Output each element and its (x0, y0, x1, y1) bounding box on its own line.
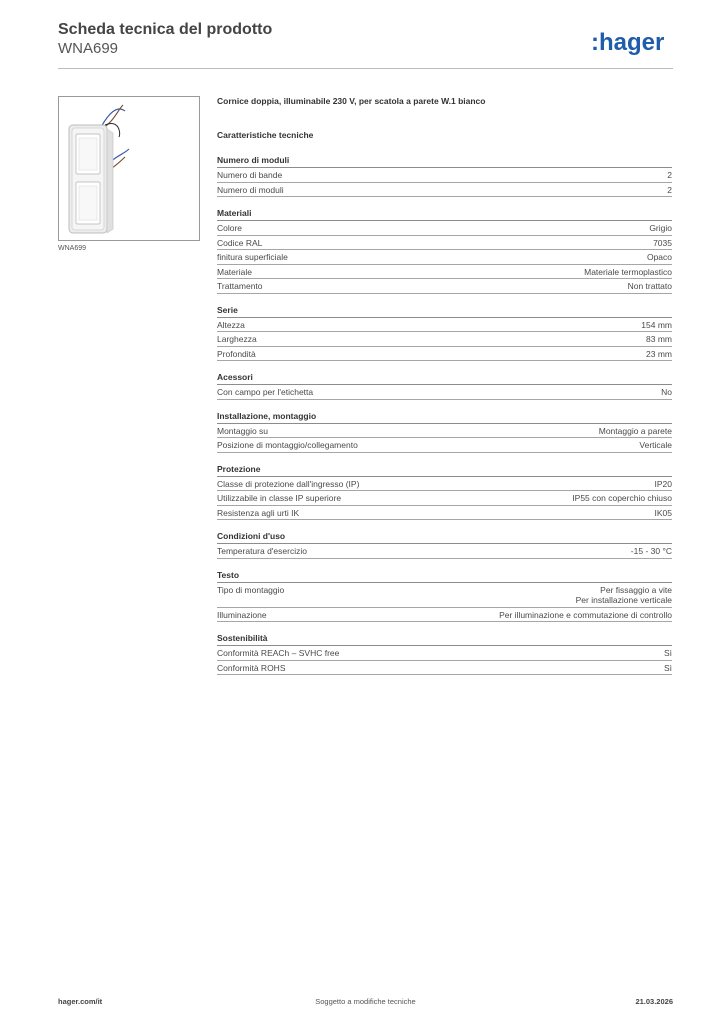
spec-section (217, 155, 672, 197)
spec-section (217, 570, 672, 623)
spec-label: Conformità ROHS (217, 662, 286, 673)
spec-value (667, 170, 672, 181)
spec-label: Resistenza agli urti IK (217, 507, 300, 518)
hager-logo-text: :hager (591, 29, 665, 56)
spec-section (217, 411, 672, 453)
spec-label: Illuminazione (217, 609, 267, 620)
spec-label: Classe di protezione dall'ingresso (IP) (217, 478, 360, 489)
spec-value-line: IP55 con coperchio chiuso (572, 493, 672, 503)
spec-row (217, 491, 672, 506)
spec-label: Codice RAL (217, 237, 263, 248)
spec-value (641, 320, 672, 331)
spec-row (217, 318, 672, 333)
document-footer (58, 997, 673, 1009)
spec-value (664, 648, 672, 659)
spec-label: Conformità REACh – SVHC free (217, 648, 340, 658)
spec-value-line: 23 mm (646, 348, 672, 359)
spec-row (217, 332, 672, 347)
spec-label: Montaggio su (217, 425, 269, 436)
spec-value (599, 426, 672, 437)
spec-label: Numero di moduli (217, 184, 284, 195)
spec-row (217, 279, 672, 294)
spec-row (217, 265, 672, 280)
spec-value-line: Verticale (639, 440, 672, 450)
page-title: Scheda tecnica del prodotto (58, 21, 273, 38)
header-divider (58, 68, 673, 69)
spec-row (217, 477, 672, 492)
section-title: Condizioni d'uso (217, 531, 672, 544)
document-header (58, 20, 673, 70)
section-title: Serie (217, 305, 672, 318)
spec-value-line: Per fissaggio a vite (600, 584, 672, 595)
spec-value (655, 479, 673, 490)
spec-section (217, 208, 672, 294)
spec-label: Tipo di montaggio (217, 584, 285, 595)
section-title: Acessori (217, 372, 672, 385)
spec-label: Colore (217, 223, 243, 233)
spec-label: finitura superficiale (217, 252, 288, 262)
spec-value (646, 349, 672, 360)
section-title: Numero di moduli (217, 155, 672, 168)
spec-row (217, 183, 672, 198)
hager-logo (591, 28, 673, 56)
spec-value-line: Sì (663, 648, 672, 658)
spec-content (217, 96, 672, 675)
spec-label: Larghezza (217, 334, 257, 344)
product-description: Cornice doppia, illuminabile 230 V, per scatola a parete W.1 bianco (217, 96, 486, 106)
spec-value (628, 281, 672, 292)
spec-value-line: Per installazione verticale (575, 595, 672, 605)
section-title: Installazione, montaggio (217, 411, 672, 424)
footer-date: 21.03.2026 (635, 997, 673, 1006)
spec-value (639, 440, 672, 451)
footer-website[interactable]: hager.com/it (58, 997, 103, 1006)
spec-row (217, 506, 672, 521)
spec-value-line: -15 - 30 °C (630, 546, 672, 556)
spec-value (572, 493, 672, 504)
spec-row (217, 424, 672, 439)
product-image (58, 96, 200, 241)
spec-label: Posizione di montaggio/collegamento (217, 440, 358, 450)
spec-section (217, 305, 672, 362)
spec-value-line: 154 mm (641, 319, 672, 330)
spec-value (649, 223, 672, 234)
spec-value-line: 2 (667, 170, 672, 180)
section-title: Testo (217, 570, 672, 583)
spec-value (647, 252, 672, 263)
spec-value (631, 546, 672, 557)
spec-label: Temperatura d'esercizio (217, 546, 307, 556)
spec-section (217, 372, 672, 400)
spec-row (217, 347, 672, 362)
spec-value-line: Non trattato (627, 281, 672, 291)
spec-row (217, 583, 672, 608)
spec-value (576, 585, 672, 606)
spec-label: Altezza (217, 319, 245, 330)
specs-heading: Caratteristiche tecniche (217, 130, 314, 140)
spec-section (217, 464, 672, 521)
spec-value (661, 387, 672, 398)
product-code: WNA699 (58, 40, 119, 57)
spec-row (217, 544, 672, 559)
spec-section (217, 633, 672, 675)
spec-value-line: No (661, 387, 672, 397)
spec-value-line: Per illuminazione e commutazione di controllo (499, 609, 672, 620)
section-title: Materiali (217, 208, 672, 221)
spec-label: Con campo per l'etichetta (217, 387, 314, 397)
spec-value (655, 508, 673, 519)
double-frame-illustration (59, 97, 199, 240)
spec-label: Trattamento (217, 281, 263, 291)
section-title: Sostenibilità (217, 633, 672, 646)
spec-row (217, 385, 672, 400)
spec-value-line: Opaco (646, 252, 672, 262)
spec-value-line: IP20 (654, 478, 672, 489)
spec-row (217, 250, 672, 265)
spec-value-line: IK05 (654, 507, 672, 518)
spec-value-line: Sì (663, 662, 672, 673)
spec-label: Profondità (217, 348, 256, 359)
spec-row (217, 608, 672, 623)
spec-value (646, 334, 672, 345)
spec-value (664, 663, 672, 674)
spec-row (217, 221, 672, 236)
spec-row (217, 438, 672, 453)
spec-value (584, 267, 672, 278)
spec-row (217, 236, 672, 251)
spec-label: Utilizzabile in classe IP superiore (217, 493, 342, 503)
spec-value (499, 610, 672, 621)
spec-value-line: 83 mm (646, 334, 672, 344)
section-title: Protezione (217, 464, 672, 477)
spec-value-line: Materiale termoplastico (584, 266, 672, 277)
spec-label: Numero di bande (217, 170, 283, 180)
spec-value-line: 2 (667, 184, 672, 195)
spec-sections (217, 155, 672, 675)
spec-value-line: Grigio (649, 223, 672, 233)
spec-label: Materiale (217, 266, 252, 277)
footer-disclaimer: Soggetto a modifiche tecniche (315, 997, 416, 1006)
spec-value-line: Montaggio a parete (598, 425, 672, 436)
spec-section (217, 531, 672, 559)
spec-value (653, 238, 672, 249)
spec-row (217, 646, 672, 661)
spec-row (217, 168, 672, 183)
spec-value (667, 185, 672, 196)
spec-row (217, 661, 672, 676)
image-caption: WNA699 (58, 245, 87, 252)
spec-value-line: 7035 (653, 237, 672, 248)
